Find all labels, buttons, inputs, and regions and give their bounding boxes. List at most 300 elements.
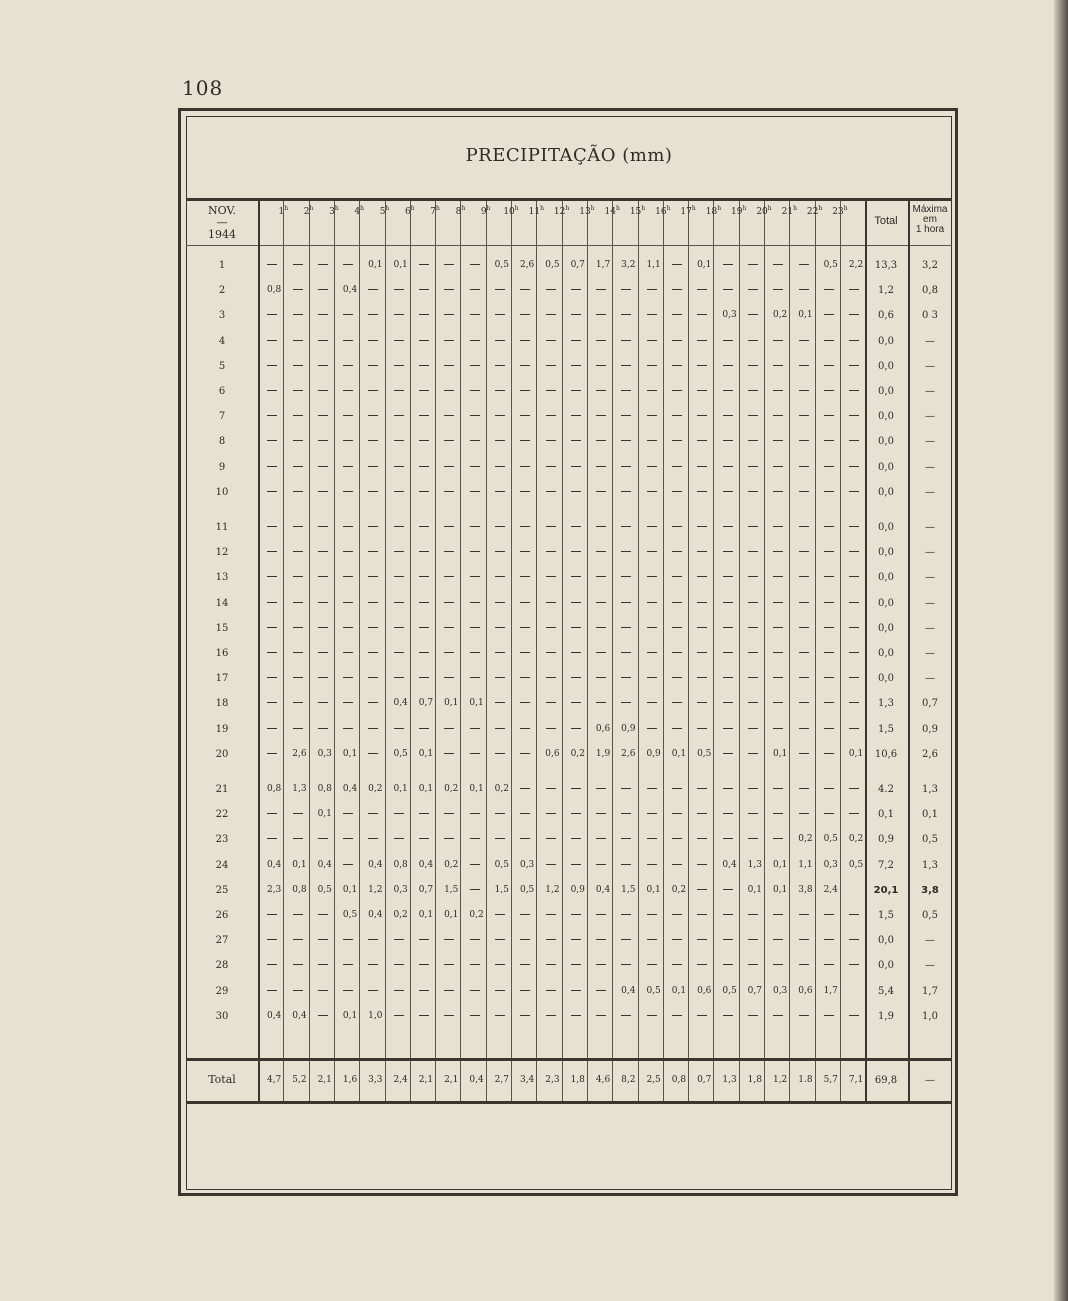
hour-cell	[638, 411, 663, 421]
hour-cell: 0,1	[671, 985, 687, 996]
hour-cell: 2,2	[848, 260, 864, 270]
hour-cell	[663, 784, 688, 794]
hour-cell	[815, 648, 840, 658]
hour-cell	[511, 386, 536, 396]
hour-cell	[511, 960, 536, 970]
hour-cell	[815, 547, 840, 557]
hour-cell	[385, 361, 410, 371]
hour-cell	[713, 673, 738, 683]
hour-cell	[460, 724, 485, 734]
hour-cell	[612, 285, 637, 295]
hour-cell	[511, 834, 536, 844]
hour-cell	[309, 986, 334, 996]
hour-cell	[486, 910, 511, 920]
hour-cell	[536, 336, 561, 346]
hour-cell	[789, 386, 814, 396]
hour-cell	[713, 487, 738, 497]
hour-cell	[460, 310, 485, 320]
hour-header: 22$^h$	[806, 205, 823, 217]
total-cell: 3,4	[519, 1075, 535, 1085]
hour-cell	[460, 386, 485, 396]
hour-cell	[638, 809, 663, 819]
hour-cell: 0,7	[570, 260, 585, 270]
hour-cell	[385, 336, 410, 346]
day-label: 18	[215, 698, 229, 710]
hour-cell	[283, 935, 308, 945]
hour-cell	[587, 673, 612, 683]
hour-cell: 2,6	[519, 260, 535, 270]
hour-cell	[840, 623, 865, 633]
hour-cell	[486, 386, 511, 396]
hour-cell	[638, 436, 663, 446]
hour-header: 12$^h$	[553, 205, 570, 217]
hour-cell	[713, 698, 738, 708]
hour-cell	[283, 910, 308, 920]
hour-cell: 0,4	[266, 859, 282, 870]
hour-cell	[688, 487, 713, 497]
total-cell: 1,8	[570, 1075, 585, 1085]
total-cell: 8,2	[621, 1075, 636, 1085]
hour-cell	[460, 462, 485, 472]
hour-cell	[536, 361, 561, 371]
day-total: 0,0	[878, 597, 894, 609]
hour-cell	[562, 572, 587, 582]
table-title: PRECIPITAÇÃO (mm)	[465, 145, 673, 166]
hour-cell	[713, 547, 738, 557]
hour-cell	[815, 336, 840, 346]
hour-cell	[840, 572, 865, 582]
hour-cell	[460, 260, 485, 270]
hour-cell	[713, 960, 738, 970]
hour-cell	[536, 487, 561, 497]
total-cell: 4,7	[266, 1075, 282, 1085]
hour-cell: 0,8	[393, 859, 408, 870]
hour-cell	[764, 487, 789, 497]
hour-cell	[283, 724, 308, 734]
total-cell: 1,6	[342, 1075, 358, 1085]
hour-cell	[460, 522, 485, 532]
day-max: 3,8	[921, 884, 939, 896]
hour-cell	[739, 1011, 764, 1021]
hour-cell	[435, 960, 460, 970]
hour-cell	[789, 487, 814, 497]
day-total: 0,0	[878, 522, 894, 533]
hour-cell: 0,1	[418, 784, 434, 794]
day-label: 22	[215, 809, 229, 821]
hour-cell: 0,5	[823, 834, 838, 845]
hour-cell	[536, 462, 561, 472]
day-total: 0,0	[878, 960, 894, 972]
hour-cell	[460, 749, 485, 759]
hour-cell	[789, 260, 814, 270]
day-label: 27	[215, 935, 229, 947]
hour-cell: 3,2	[621, 260, 636, 270]
hour-cell	[688, 336, 713, 346]
hour-cell	[435, 935, 460, 945]
total-cell: 5,2	[292, 1075, 307, 1085]
hour-cell	[739, 598, 764, 608]
hour-cell: 1,1	[798, 859, 813, 870]
hour-cell	[638, 935, 663, 945]
hour-cell	[764, 1011, 789, 1021]
day-label: 28	[215, 960, 229, 972]
hour-cell	[511, 784, 536, 794]
hour-cell	[663, 860, 688, 870]
hour-cell	[815, 572, 840, 582]
day-total: 7,2	[878, 859, 894, 871]
hour-cell	[688, 386, 713, 396]
day-total: 1,9	[878, 1010, 894, 1022]
hour-cell	[258, 935, 283, 945]
hour-cell	[739, 436, 764, 446]
total-cell: 7,1	[848, 1075, 864, 1085]
hour-cell	[562, 285, 587, 295]
hour-cell	[638, 1011, 663, 1021]
hour-cell	[511, 623, 536, 633]
hour-cell	[283, 310, 308, 320]
hour-cell: 0,4	[342, 784, 358, 794]
hour-header: 10$^h$	[503, 205, 519, 217]
hour-cell	[486, 648, 511, 658]
hour-cell	[385, 310, 410, 320]
hour-cell	[638, 860, 663, 870]
hour-cell	[511, 336, 536, 346]
hour-cell	[789, 336, 814, 346]
hour-cell: 0,1	[469, 698, 484, 709]
hour-cell	[713, 572, 738, 582]
hour-cell	[587, 572, 612, 582]
hour-cell: 0,5	[722, 985, 737, 996]
hour-cell	[764, 834, 789, 844]
day-max: —	[925, 547, 935, 559]
hour-cell	[713, 411, 738, 421]
hour-cell	[663, 698, 688, 708]
hour-cell	[612, 572, 637, 582]
hour-cell	[410, 1011, 435, 1021]
hour-cell	[840, 960, 865, 970]
hour-cell	[309, 1011, 334, 1021]
hour-cell	[460, 673, 485, 683]
hour-cell: 0,5	[823, 260, 838, 270]
hour-header: 17$^h$	[680, 205, 696, 217]
hour-cell	[258, 673, 283, 683]
hour-cell	[309, 462, 334, 472]
hour-cell	[789, 462, 814, 472]
hour-cell	[283, 673, 308, 683]
hour-cell	[410, 623, 435, 633]
hour-cell	[334, 986, 359, 996]
hour-cell: 0,1	[798, 310, 813, 321]
hour-cell	[258, 411, 283, 421]
day-label: 14	[215, 597, 229, 609]
hour-cell: 0,3	[722, 310, 737, 321]
hour-cell: 0,1	[646, 884, 661, 895]
hour-cell	[688, 462, 713, 472]
hour-cell	[713, 386, 738, 396]
hour-cell	[840, 310, 865, 320]
hour-cell	[309, 834, 334, 844]
hour-cell	[612, 960, 637, 970]
hour-cell: 0,5	[848, 859, 864, 870]
hour-cell	[789, 436, 814, 446]
day-max: —	[925, 335, 935, 347]
hour-cell: 0,5	[646, 985, 661, 996]
hour-cell	[486, 487, 511, 497]
hour-cell	[840, 285, 865, 295]
hour-cell	[536, 910, 561, 920]
hour-cell	[511, 522, 536, 532]
day-max: 3,2	[922, 260, 938, 271]
hour-cell: 1,2	[368, 884, 383, 895]
hour-cell	[334, 436, 359, 446]
hour-cell	[486, 361, 511, 371]
hour-cell	[283, 285, 308, 295]
day-label: 26	[215, 910, 229, 921]
hour-cell	[789, 522, 814, 532]
hour-cell: 0,3	[393, 884, 408, 895]
hour-cell	[713, 361, 738, 371]
hour-cell: 1,5	[621, 884, 636, 895]
hour-cell	[562, 986, 587, 996]
hour-cell: 0,1	[697, 260, 712, 270]
hour-cell	[688, 547, 713, 557]
hour-cell	[536, 522, 561, 532]
hour-cell: 0,2	[393, 910, 408, 920]
hour-cell	[612, 598, 637, 608]
hour-cell	[283, 648, 308, 658]
hour-cell	[663, 260, 688, 270]
hour-cell	[713, 935, 738, 945]
hour-cell	[663, 572, 688, 582]
hour-cell	[739, 336, 764, 346]
hour-cell	[663, 1011, 688, 1021]
hour-cell: 0,2	[469, 910, 484, 920]
hour-cell	[612, 436, 637, 446]
hour-cell	[764, 935, 789, 945]
hour-cell: 1,5	[494, 884, 509, 895]
hour-cell	[815, 724, 840, 734]
total-cell: 1,8	[747, 1075, 762, 1085]
hour-cell	[536, 285, 561, 295]
day-max: 0,5	[922, 910, 938, 921]
hour-cell	[511, 361, 536, 371]
hour-cell	[764, 285, 789, 295]
hour-cell	[385, 411, 410, 421]
hour-cell	[612, 361, 637, 371]
hour-cell	[663, 285, 688, 295]
hour-cell	[562, 436, 587, 446]
hour-cell	[739, 386, 764, 396]
hour-cell	[385, 834, 410, 844]
hour-cell	[536, 1011, 561, 1021]
hour-cell	[410, 809, 435, 819]
hour-cell	[713, 784, 738, 794]
hour-cell	[612, 310, 637, 320]
hour-cell	[460, 1011, 485, 1021]
hour-cell: 0,4	[368, 910, 383, 920]
hour-cell	[739, 960, 764, 970]
hour-cell	[460, 986, 485, 996]
hour-cell	[663, 386, 688, 396]
day-max: —	[925, 935, 935, 947]
hour-cell	[815, 809, 840, 819]
hour-cell	[486, 598, 511, 608]
hour-cell	[789, 648, 814, 658]
hour-cell	[638, 310, 663, 320]
hour-cell	[486, 749, 511, 759]
hour-cell: 0,6	[595, 723, 611, 734]
hour-cell	[638, 361, 663, 371]
hour-cell: 0,3	[519, 859, 535, 870]
hour-cell	[410, 572, 435, 582]
hour-cell	[410, 386, 435, 396]
hour-cell	[435, 572, 460, 582]
hour-cell	[435, 834, 460, 844]
total-cell: 4,6	[595, 1075, 611, 1085]
page-number: 108	[182, 76, 224, 100]
hour-header: 6$^h$	[404, 205, 415, 217]
hour-cell: 0,2	[494, 784, 509, 794]
hour-cell	[258, 648, 283, 658]
hour-cell	[587, 623, 612, 633]
hour-cell	[435, 260, 460, 270]
hour-cell	[638, 673, 663, 683]
hour-cell	[739, 698, 764, 708]
hour-cell	[562, 698, 587, 708]
hour-cell	[258, 749, 283, 759]
day-label: 12	[215, 547, 229, 559]
hour-cell	[486, 724, 511, 734]
hour-cell	[840, 462, 865, 472]
hour-cell	[410, 724, 435, 734]
hour-cell	[688, 960, 713, 970]
hour-cell	[536, 547, 561, 557]
day-max: —	[925, 673, 935, 685]
hour-cell	[536, 986, 561, 996]
hour-cell	[309, 487, 334, 497]
hour-cell	[739, 809, 764, 819]
hour-cell	[486, 834, 511, 844]
hour-cell	[334, 960, 359, 970]
hour-cell: 0,1	[772, 884, 788, 895]
header-month: NOV.	[208, 204, 236, 217]
hour-cell	[359, 986, 384, 996]
hour-cell: 0,2	[671, 884, 687, 895]
hour-cell: 0,7	[418, 884, 434, 895]
hour-cell: 2,6	[292, 748, 307, 759]
hour-cell	[663, 834, 688, 844]
day-max: 1,3	[922, 784, 938, 795]
hour-cell	[385, 285, 410, 295]
hour-header: 18$^h$	[705, 205, 722, 217]
hour-cell	[612, 860, 637, 870]
hour-cell	[460, 623, 485, 633]
hour-cell	[587, 285, 612, 295]
hour-cell	[309, 260, 334, 270]
hour-cell	[359, 572, 384, 582]
hour-cell	[713, 462, 738, 472]
hour-cell	[638, 960, 663, 970]
hour-cell: 0,1	[772, 748, 788, 759]
hour-cell	[334, 487, 359, 497]
hour-cell	[638, 910, 663, 920]
hour-cell	[435, 1011, 460, 1021]
hour-cell	[410, 260, 435, 270]
hour-cell	[511, 572, 536, 582]
hour-cell: 0,1	[342, 748, 358, 759]
day-max: 0 3	[922, 310, 938, 322]
hour-cell: 0,2	[570, 748, 585, 759]
hour-cell: 0,1	[393, 260, 408, 270]
hour-cell: 0,1	[444, 698, 459, 709]
hour-cell	[739, 784, 764, 794]
hour-cell	[815, 598, 840, 608]
hour-cell	[815, 487, 840, 497]
hour-cell	[334, 623, 359, 633]
hour-cell	[612, 411, 637, 421]
header-max-line2: em	[923, 214, 937, 225]
hour-cell	[587, 361, 612, 371]
hour-cell	[359, 935, 384, 945]
hour-cell: 0,8	[266, 285, 282, 296]
hour-cell	[258, 310, 283, 320]
hour-cell	[385, 935, 410, 945]
day-max: —	[925, 411, 935, 423]
hour-cell	[283, 462, 308, 472]
hour-cell	[536, 623, 561, 633]
hour-cell	[587, 648, 612, 658]
day-label: 5	[218, 360, 226, 372]
hour-cell	[815, 310, 840, 320]
hour-cell	[309, 648, 334, 658]
hour-cell	[334, 698, 359, 708]
hour-cell	[309, 285, 334, 295]
hour-cell: 0,6	[798, 985, 813, 996]
hour-cell: 1,3	[747, 859, 762, 870]
hour-cell: 1,1	[646, 260, 661, 270]
hour-cell	[764, 547, 789, 557]
hour-cell	[840, 910, 865, 920]
hour-cell: 0,1	[342, 884, 358, 895]
hour-cell	[587, 522, 612, 532]
hour-cell: 0,9	[570, 884, 585, 895]
hour-header: 4$^h$	[354, 205, 364, 217]
day-total: 0,6	[878, 310, 894, 322]
hour-cell	[587, 436, 612, 446]
hour-cell	[638, 698, 663, 708]
hour-cell	[410, 522, 435, 532]
hour-cell	[435, 522, 460, 532]
hour-cell	[764, 698, 789, 708]
hour-cell: 0,1	[393, 784, 408, 794]
hour-cell: 0,5	[519, 884, 535, 895]
hour-cell	[789, 572, 814, 582]
hour-cell: 1,7	[823, 985, 838, 996]
hour-cell	[334, 310, 359, 320]
hour-cell	[815, 361, 840, 371]
hour-cell	[258, 834, 283, 844]
hour-cell	[688, 784, 713, 794]
hour-cell	[663, 547, 688, 557]
hour-cell	[283, 547, 308, 557]
hour-cell	[688, 598, 713, 608]
hour-cell	[283, 960, 308, 970]
hour-header: 13$^h$	[579, 205, 595, 217]
hour-cell	[789, 960, 814, 970]
hour-cell	[815, 749, 840, 759]
hour-cell	[663, 673, 688, 683]
hour-cell: 0,1	[848, 748, 864, 759]
